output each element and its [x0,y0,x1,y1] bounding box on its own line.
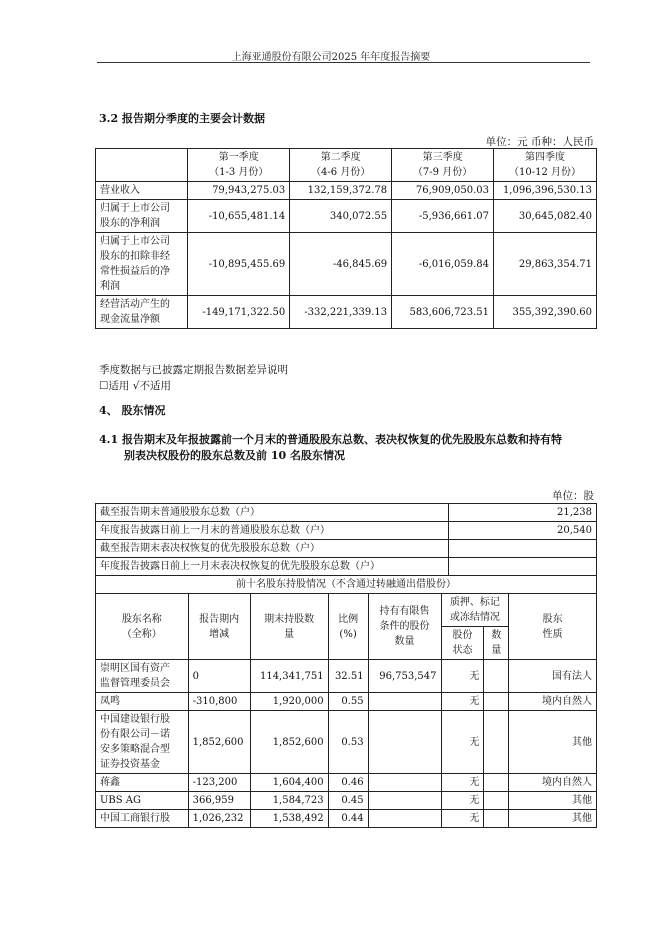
section-4-1-title-line1: 4.1 报告期末及年报披露前一个月末的普通股股东总数、表决权恢复的优先股股东总数和持有特 [99,433,562,446]
quarter-value: 29,863,354.71 [494,233,597,296]
pledge-status: 无 [441,693,484,711]
holder-held: 1,852,600 [250,711,328,774]
holder-nature: 境内自然人 [509,693,597,711]
summary-value [449,540,597,558]
holder-name: 蒋鑫 [96,774,189,792]
pledge-qty [484,792,509,810]
holder-name: 中国建设银行股 份有限公司－诺 安多策略混合型 证券投资基金 [96,711,189,774]
table-row [96,233,597,296]
row-label: 归属于上市公司 股东的扣除非经 常性损益后的净 利润 [96,233,188,296]
quarter-value: -149,171,322.50 [188,296,290,329]
corner-cell [96,149,188,182]
pledge-status: 无 [441,774,484,792]
holder-ratio: 32.51 [328,660,368,693]
quarter-value: 1,096,396,530.13 [494,182,597,200]
summary-label: 年度报告披露日前上一月末的普通股股东总数（户） [96,522,449,540]
holder-nature: 其他 [509,810,597,828]
pledge-status: 无 [441,792,484,810]
col-header-ratio: 比例 (%) [328,594,368,660]
holder-change: 1,852,600 [188,711,250,774]
quarter-value: -10,655,481.14 [188,200,290,233]
col-header-pledge-qty: 数 量 [484,627,509,660]
pledge-status: 无 [441,711,484,774]
holder-restricted [368,792,441,810]
holder-restricted [368,693,441,711]
table-row [96,182,597,200]
pledge-qty [484,774,509,792]
quarter-value: -5,936,661.07 [392,200,494,233]
holder-restricted: 96,753,547 [368,660,441,693]
quarter-header: 第二季度 （4-6 月份） [290,149,392,182]
applicability-options: ☐适用 √不适用 [99,380,171,392]
row-label: 归属于上市公司 股东的净利润 [96,200,188,233]
holder-nature: 其他 [509,792,597,810]
holder-change: -123,200 [188,774,250,792]
col-header-pledge: 质押、标记 或冻结情况 [441,594,509,627]
summary-label: 年度报告披露日前上一月末表决权恢复的优先股股东总数（户） [96,558,449,576]
holder-ratio: 0.45 [328,792,368,810]
quarterly-data-table [95,148,597,329]
table-row [96,792,597,810]
holder-held: 1,604,400 [250,774,328,792]
quarter-header: 第四季度 （10-12 月份） [494,149,597,182]
summary-label: 截至报告期末表决权恢复的优先股股东总数（户） [96,540,449,558]
table-row [96,504,597,522]
header-rule [97,62,590,63]
holder-held: 1,538,492 [250,810,328,828]
holder-nature: 其他 [509,711,597,774]
pledge-qty [484,711,509,774]
quarterly-diff-note: 季度数据与已披露定期报告数据差异说明 [99,364,288,376]
pledge-qty [484,660,509,693]
page-header: 上海亚通股份有限公司2025 年年度报告摘要 [231,52,431,63]
pledge-status: 无 [441,810,484,828]
top10-caption: 前十名股东持股情况（不含通过转融通出借股份） [96,576,597,594]
holder-ratio: 0.44 [328,810,368,828]
holder-name: UBS AG [96,792,189,810]
holder-held: 1,920,000 [250,693,328,711]
col-header-restricted: 持有有限售 条件的股份 数量 [368,594,441,660]
table-row [96,200,597,233]
summary-value [449,558,597,576]
quarter-header: 第一季度 （1-3 月份） [188,149,290,182]
quarter-header: 第三季度 （7-9 月份） [392,149,494,182]
quarter-value: -6,016,059.84 [392,233,494,296]
quarter-value: 30,645,082.40 [494,200,597,233]
col-header-change: 报告期内 增减 [188,594,250,660]
holder-nature: 国有法人 [509,660,597,693]
holder-ratio: 0.53 [328,711,368,774]
section-4-title: 4、 股东情况 [99,404,166,417]
table-row [96,774,597,792]
table-row [96,558,597,576]
holder-held: 1,584,723 [250,792,328,810]
quarter-value: 132,159,372.78 [290,182,392,200]
pledge-qty [484,693,509,711]
col-header-nature: 股东 性质 [509,594,597,660]
holder-nature: 境内自然人 [509,774,597,792]
col-header-held: 期末持股数 量 [250,594,328,660]
table-row [96,660,597,693]
holder-name: 中国工商银行股 [96,810,189,828]
quarter-value: -46,845.69 [290,233,392,296]
quarter-value: -332,221,339.13 [290,296,392,329]
quarter-value: 340,072.55 [290,200,392,233]
quarter-value: 355,392,390.60 [494,296,597,329]
holder-ratio: 0.55 [328,693,368,711]
pledge-qty [484,810,509,828]
holder-ratio: 0.46 [328,774,368,792]
holder-name: 崇明区国有资产 监督管理委员会 [96,660,189,693]
table-row [96,693,597,711]
summary-value: 20,540 [449,522,597,540]
holder-restricted [368,774,441,792]
pledge-status: 无 [441,660,484,693]
table-row [96,522,597,540]
quarter-value: 76,909,050.03 [392,182,494,200]
quarter-value: 583,606,723.51 [392,296,494,329]
section-4-1-title-line2: 别表决权股份的股东总数及前 10 名股东情况 [124,449,345,462]
holder-name: 凤鸣 [96,693,189,711]
row-label: 营业收入 [96,182,188,200]
holder-restricted [368,711,441,774]
holder-change: 0 [188,660,250,693]
summary-label: 截至报告期末普通股股东总数（户） [96,504,449,522]
table-row [96,810,597,828]
unit-label-quarterly: 单位：元 币种：人民币 [485,136,594,148]
shareholder-summary-table [95,503,597,576]
holder-change: 366,959 [188,792,250,810]
summary-value: 21,238 [449,504,597,522]
table-row [96,540,597,558]
unit-label-shares: 单位：股 [552,490,594,502]
holder-change: 1,026,232 [188,810,250,828]
table-row [96,711,597,774]
quarter-value: -10,895,455.69 [188,233,290,296]
holder-held: 114,341,751 [250,660,328,693]
top10-holders-table [95,575,597,828]
table-row [96,296,597,329]
section-3-2-title: 3.2 报告期分季度的主要会计数据 [99,112,265,125]
row-label: 经营活动产生的 现金流量净额 [96,296,188,329]
quarter-value: 79,943,275.03 [188,182,290,200]
col-header-name: 股东名称 （全称） [96,594,189,660]
holder-restricted [368,810,441,828]
holder-change: -310,800 [188,693,250,711]
quarterly-header-row [96,149,597,182]
col-header-pledge-status: 股份 状态 [441,627,484,660]
